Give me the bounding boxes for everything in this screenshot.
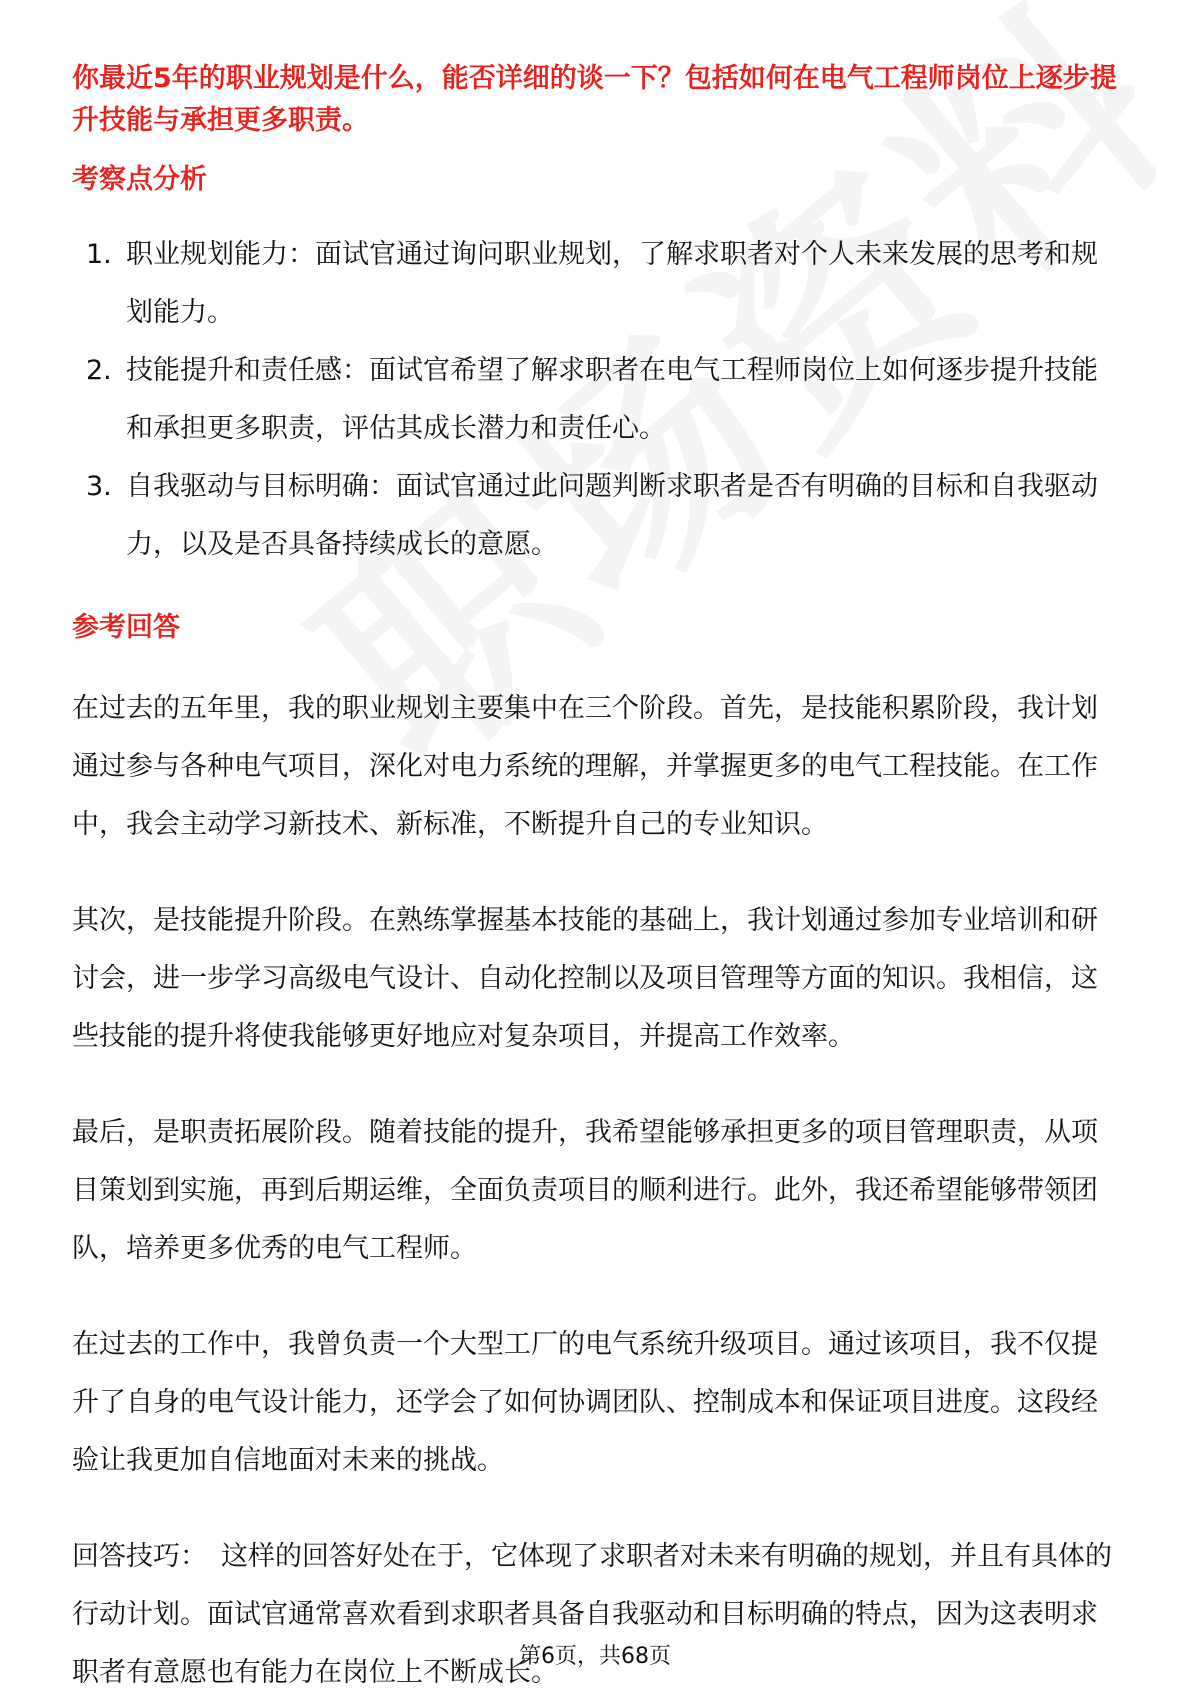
analysis-heading: 考察点分析 — [72, 164, 207, 195]
analysis-item-text: 技能提升和责任感：面试官希望了解求职者在电气工程师岗位上如何逐步提升技能和承担更多职责，评估其成长潜力和责任心。 — [126, 355, 1098, 444]
analysis-item — [72, 226, 1122, 342]
answer-tip-text: 这样的回答好处在于，它体现了求职者对未来有明确的规划，并且有具体的行动计划。面试官通常喜欢看到求职者具备自我驱动和目标明确的特点，因为这表明求职者有意愿也有能力在岗位上不断成长。 — [72, 1541, 1112, 1688]
answer-heading: 参考回答 — [72, 612, 180, 643]
question-title: 你最近5年的职业规划是什么，能否详细的谈一下？包括如何在电气工程师岗位上逐步提升技能与承担更多职责。 — [72, 63, 1117, 136]
analysis-item-number: 1. — [86, 239, 112, 270]
analysis-item — [72, 342, 1122, 458]
analysis-item — [72, 458, 1122, 574]
answer-tip-label: 回答技巧： — [72, 1541, 207, 1572]
analysis-list — [72, 226, 1122, 574]
answer-tip — [72, 1528, 1122, 1702]
analysis-item-text: 职业规划能力：面试官通过询问职业规划，了解求职者对个人未来发展的思考和规划能力。 — [126, 239, 1098, 328]
analysis-item-number: 3. — [86, 471, 112, 502]
answer-paragraph: 其次，是技能提升阶段。在熟练掌握基本技能的基础上，我计划通过参加专业培训和研讨会，进一步学习高级电气设计、自动化控制以及项目管理等方面的知识。我相信，这些技能的提升将使我能够更好地应对复杂项目，并提高工作效率。 — [72, 905, 1098, 1052]
analysis-item-text: 自我驱动与目标明确：面试官通过此问题判断求职者是否有明确的目标和自我驱动力，以及是否具备持续成长的意愿。 — [126, 471, 1098, 560]
analysis-item-number: 2. — [86, 355, 112, 386]
page-number: 第6页，共68页 — [519, 1644, 671, 1669]
answer-paragraph: 最后，是职责拓展阶段。随着技能的提升，我希望能够承担更多的项目管理职责，从项目策划到实施，再到后期运维，全面负责项目的顺利进行。此外，我还希望能够带领团队，培养更多优秀的电气工程师。 — [72, 1117, 1098, 1264]
answer-paragraph: 在过去的五年里，我的职业规划主要集中在三个阶段。首先，是技能积累阶段，我计划通过参与各种电气项目，深化对电力系统的理解，并掌握更多的电气工程技能。在工作中，我会主动学习新技术、新标准，不断提升自己的专业知识。 — [72, 693, 1098, 840]
answer-paragraph: 在过去的工作中，我曾负责一个大型工厂的电气系统升级项目。通过该项目，我不仅提升了自身的电气设计能力，还学会了如何协调团队、控制成本和保证项目进度。这段经验让我更加自信地面对未来的挑战。 — [72, 1329, 1098, 1476]
content — [72, 58, 1122, 1702]
